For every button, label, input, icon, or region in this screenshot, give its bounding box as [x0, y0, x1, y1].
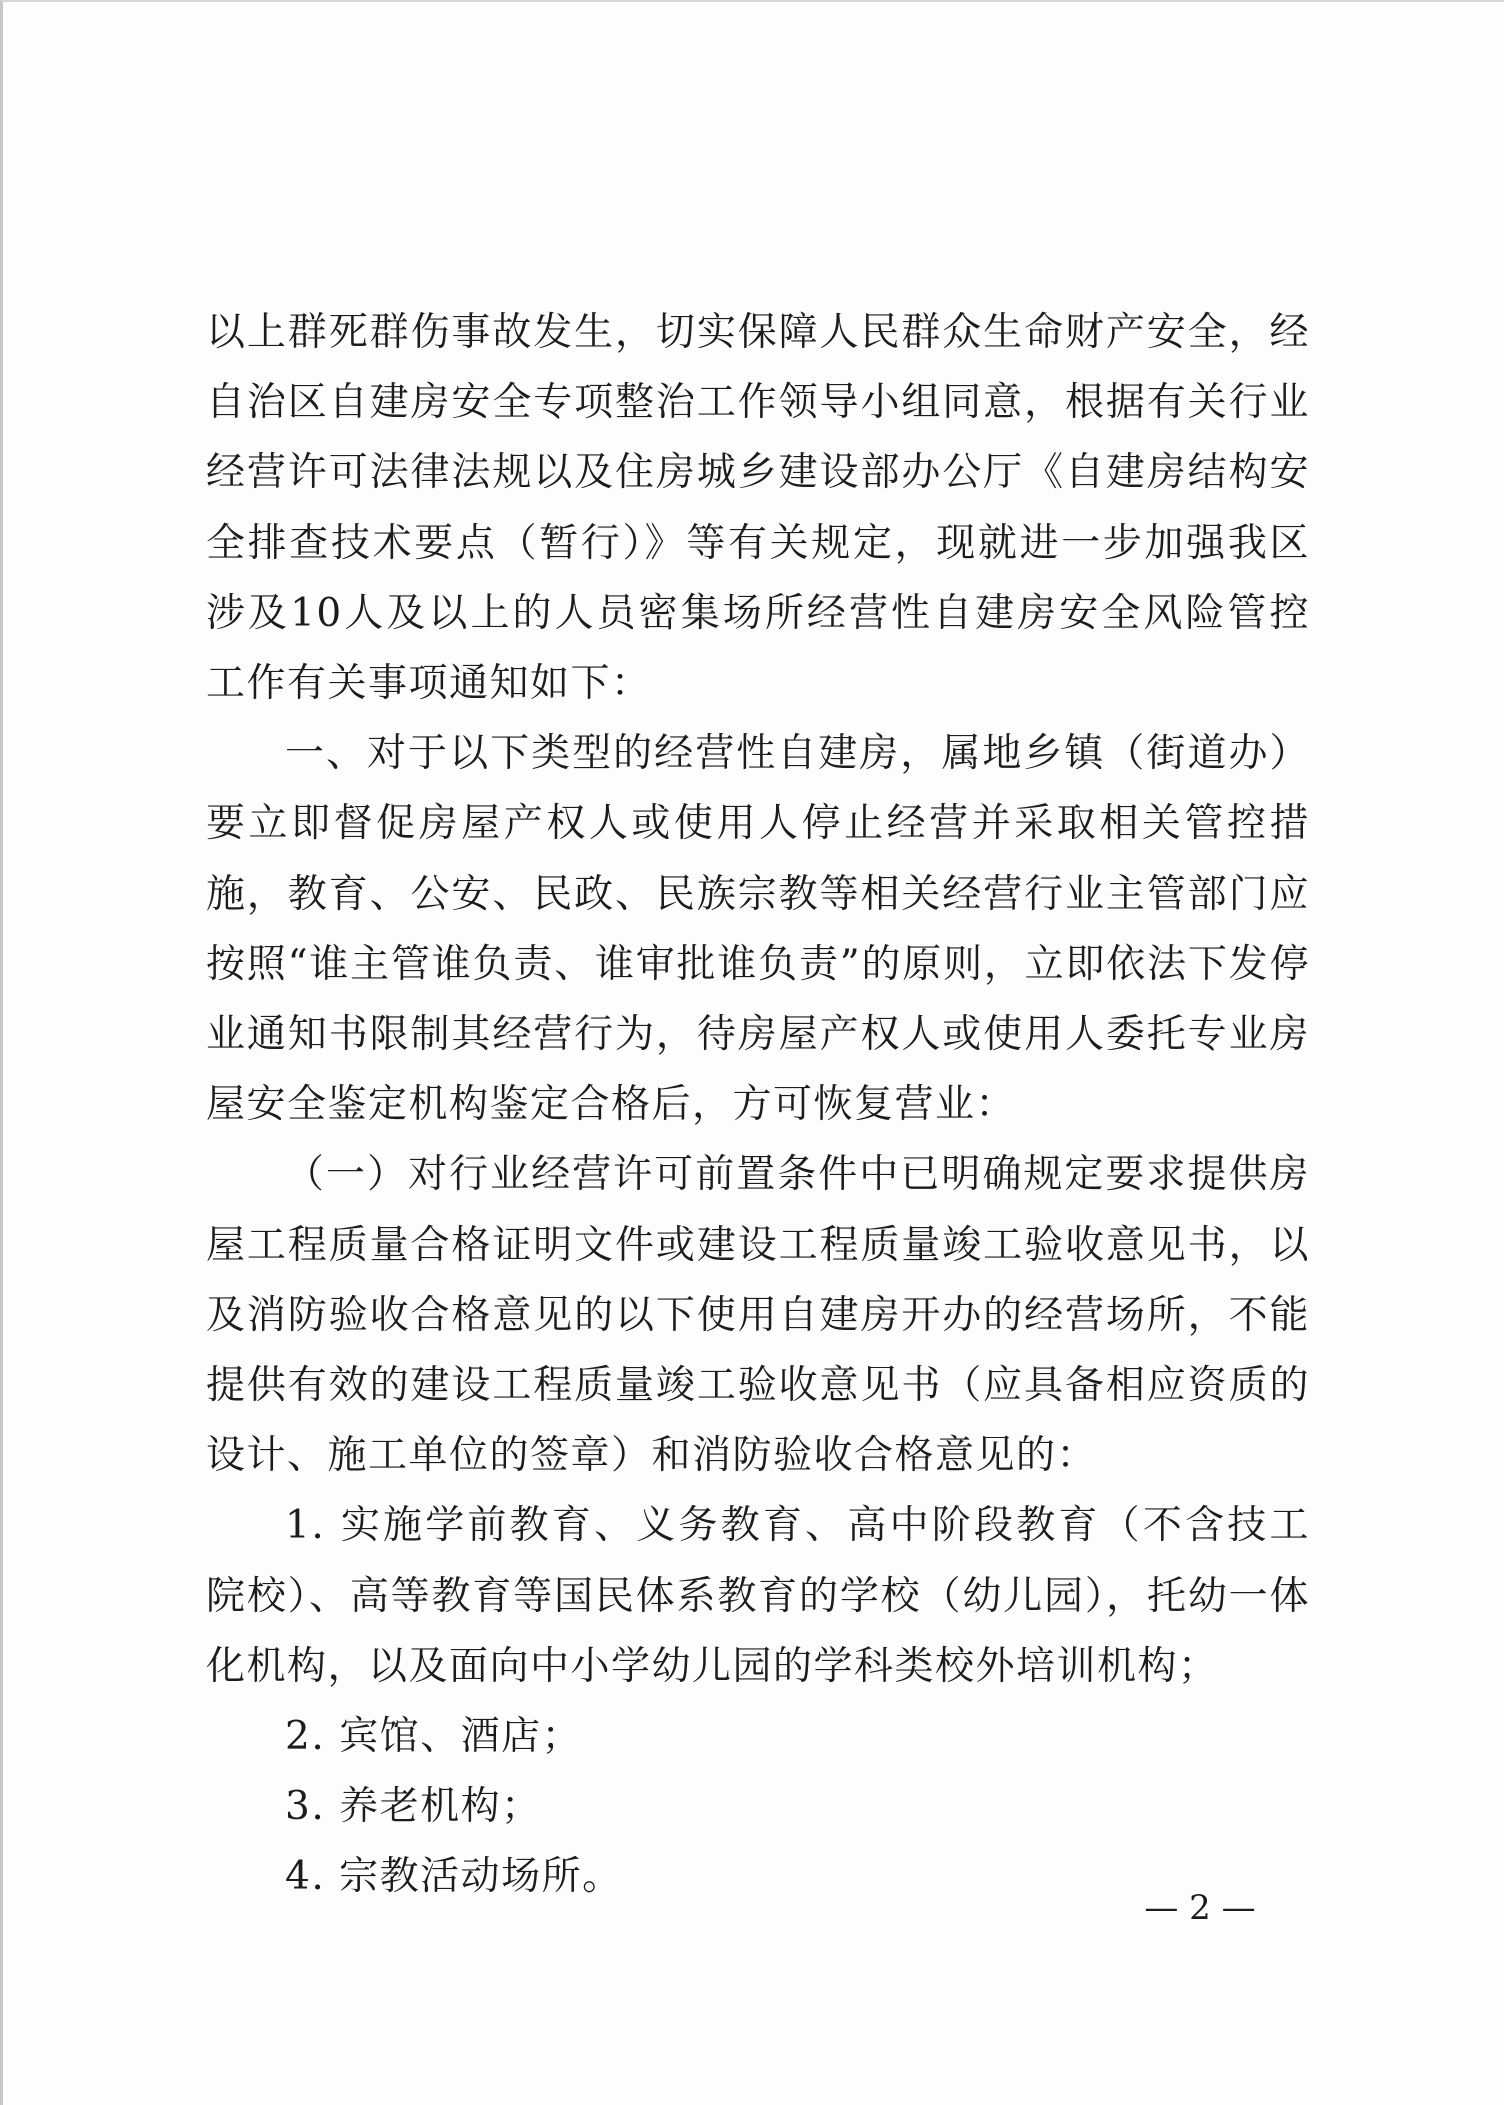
- paragraph-section-one: 一、对于以下类型的经营性自建房，属地乡镇（街道办）要立即督促房屋产权人或使用人停止经营并采取相关管控措施，教育、公安、民政、民族宗教等相关经营行业主管部门应按照“谁主管谁负责、谁审批谁负责”的原则，立即依法下发停业通知书限制其经营行为，待房屋产权人或使用人委托专业房屋安全鉴定机构鉴定合格后，方可恢复营业：: [206, 731, 1310, 1128]
- list-item-hotels: 2. 宾馆、酒店；: [285, 1714, 583, 1760]
- list-item-schools: 1. 实施学前教育、义务教育、高中阶段教育（不含技工院校）、高等教育等国民体系教育的学校（幼儿园），托幼一体化机构，以及面向中小学幼儿园的学科类校外培训机构；: [206, 1503, 1310, 1689]
- page-number: — 2 —: [1144, 1888, 1256, 1928]
- list-item-elderly-care: 3. 养老机构；: [285, 1784, 542, 1830]
- paragraph-subsection-one: （一）对行业经营许可前置条件中已明确规定要求提供房屋工程质量合格证明文件或建设工程质量竣工验收意见书，以及消防验收合格意见的以下使用自建房开办的经营场所，不能提供有效的建设工程质量竣工验收意见书（应具备相应资质的设计、施工单位的签章）和消防验收合格意见的：: [206, 1152, 1310, 1479]
- document-body: [206, 298, 1310, 1913]
- paragraph-continuation: 以上群死群伤事故发生，切实保障人民群众生命财产安全，经自治区自建房安全专项整治工作领导小组同意，根据有关行业经营许可法律法规以及住房城乡建设部办公厅《自建房结构安全排查技术要点（暂行）》等有关规定，现就进一步加强我区涉及10人及以上的人员密集场所经营性自建房安全风险管控工作有关事项通知如下：: [206, 310, 1310, 707]
- list-item-religious-sites: 4. 宗教活动场所。: [285, 1854, 623, 1900]
